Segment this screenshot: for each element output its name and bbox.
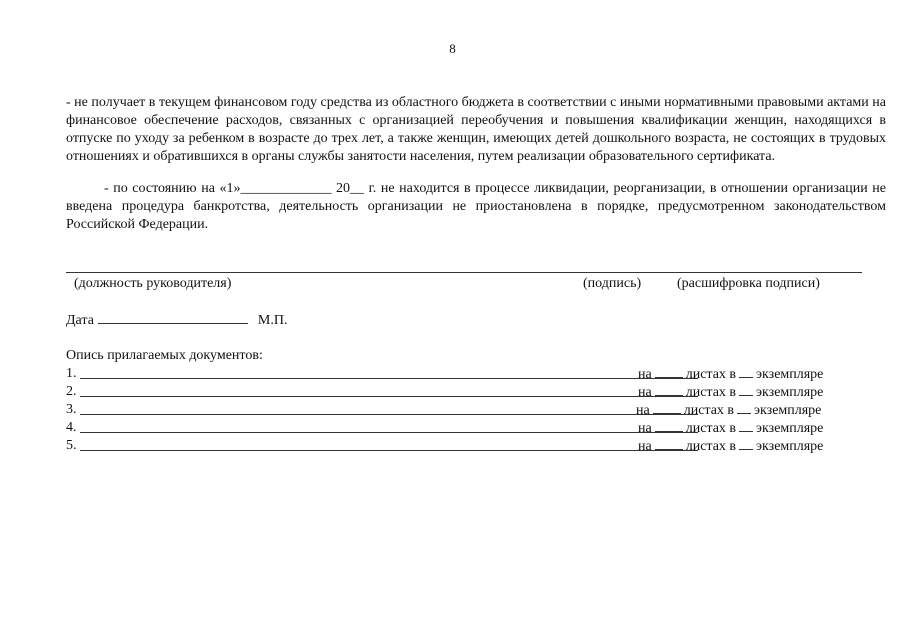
- document-row: [66, 419, 856, 437]
- sheets-blank: [655, 437, 683, 450]
- document-row-blank: [80, 450, 698, 451]
- document-row-tail: [638, 437, 823, 456]
- document-row-tail: [638, 365, 823, 384]
- on-label: на: [636, 403, 650, 418]
- date-label: Дата: [66, 313, 94, 328]
- document-row: [66, 401, 856, 419]
- signature-line: [66, 272, 862, 273]
- document-row-blank: [80, 378, 698, 379]
- signature-decode-label: (расшифровка подписи): [677, 276, 820, 291]
- copies-label: экземпляре: [754, 403, 822, 418]
- sheets-blank: [655, 365, 683, 378]
- on-label: на: [638, 421, 652, 436]
- copies-blank: [739, 419, 753, 432]
- sheets-blank: [655, 383, 683, 396]
- document-row-blank: [80, 432, 698, 433]
- sheets-label: листах в: [685, 385, 737, 400]
- copies-blank: [739, 437, 753, 450]
- document-row-number: 3.: [66, 402, 77, 417]
- paragraph-liquidation-status: - по состоянию на «1»_____________ 20__ г. не находится в процессе ликвидации, реорганизации, в отношении организации не введена процедура банкротства, деятельность организации не приостановлена в порядке, предусмотренном законодательством Российской Федерации.: [66, 181, 886, 232]
- copies-label: экземпляре: [756, 421, 824, 436]
- document-row-blank: [80, 396, 698, 397]
- paragraph-budget-funds: - не получает в текущем финансовом году средства из областного бюджета в соответствии с иными нормативными правовыми актами на финансовое обеспечение расходов, связанных с организацией переобучения и повышения квалификации женщин, находящихся в отпуске по уходу за ребенком в возрасте до трех лет, а также женщин, имеющих детей дошкольного возраста, не состоящих в трудовых отношениях и обратившихся в органы службы занятости населения, путем реализации образовательного сертификата.: [66, 95, 886, 164]
- document-row-tail: [638, 419, 823, 438]
- signature-position-label: (должность руководителя): [74, 276, 232, 291]
- date-row: [66, 311, 287, 330]
- sheets-label: листах в: [683, 403, 735, 418]
- sheets-label: листах в: [685, 421, 737, 436]
- on-label: на: [638, 367, 652, 382]
- document-row-number: 5.: [66, 438, 77, 453]
- copies-label: экземпляре: [756, 385, 824, 400]
- documents-title: Опись прилагаемых документов:: [66, 348, 263, 363]
- copies-blank: [739, 383, 753, 396]
- signature-sign-label: (подпись): [583, 276, 642, 291]
- sheets-blank: [655, 419, 683, 432]
- on-label: на: [638, 385, 652, 400]
- document-row-blank: [80, 414, 698, 415]
- document-row: [66, 383, 856, 401]
- copies-blank: [739, 365, 753, 378]
- document-row-tail: [638, 383, 823, 402]
- document-row: [66, 437, 856, 455]
- date-blank: [98, 311, 248, 324]
- on-label: на: [638, 439, 652, 454]
- document-row: [66, 365, 856, 383]
- sheets-label: листах в: [685, 439, 737, 454]
- copies-label: экземпляре: [756, 439, 824, 454]
- document-row-number: 4.: [66, 420, 77, 435]
- copies-label: экземпляре: [756, 367, 824, 382]
- sheets-label: листах в: [685, 367, 737, 382]
- stamp-label: М.П.: [257, 313, 288, 328]
- sheets-blank: [653, 401, 681, 414]
- document-row-number: 1.: [66, 366, 77, 381]
- document-row-number: 2.: [66, 384, 77, 399]
- copies-blank: [737, 401, 751, 414]
- document-row-tail: [636, 401, 821, 420]
- page-number: 8: [449, 41, 456, 56]
